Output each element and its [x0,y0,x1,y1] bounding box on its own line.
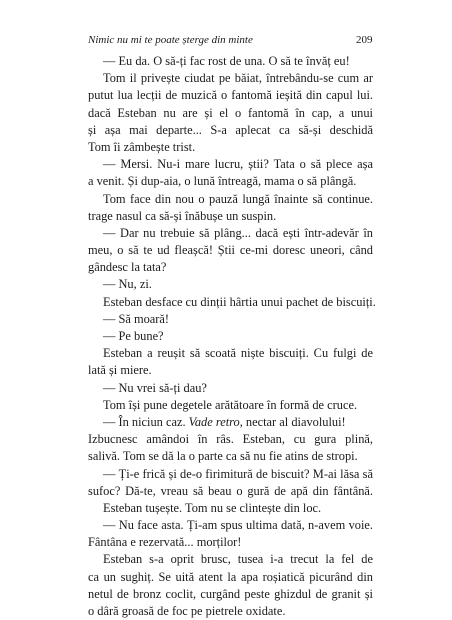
text-line: netul de bronz coclit, curgând peste ghizdul de granit și [88,586,373,601]
text-line: lată și miere. [88,363,152,378]
text-segment: — În niciun caz. [103,414,189,429]
text-line: Esteban desface cu dinții hârtia unui pachet de biscuiți. [103,294,376,309]
text-line [88,414,373,431]
text-line: — Nu vrei să-ți dau? [103,380,207,395]
text-line: meu, o să te ud fleașcă! Știi ce-mi doresc uneori, când [88,243,373,258]
text-line: Esteban tușește. Tom nu se clintește din loc. [103,500,322,515]
body-text [88,53,376,620]
text-line: — Mersi. Nu-i mare lucru, știi? Tata o să plece așa [103,157,373,172]
text-line: dacă Esteban nu are și el o fantomă în cap, a unui [88,105,373,120]
text-line: — Dar nu trebuie să plâng... dacă ești într-adevăr în [103,225,373,240]
text-line: sufoc? Dă-te, vreau să beau o gură de apă din fântână. [88,483,373,498]
text-line: — Să moară! [103,311,170,326]
text-line: Tom face din nou o pauză lungă înainte să continue. [103,191,373,206]
text-line: ca un sughiț. Se uită atent la apa roșiatică picurând din [88,569,373,584]
text-line: Esteban s-a oprit brusc, tusea i-a trecut la fel de [103,552,373,567]
text-line: Tom il privește ciudat pe băiat, întrebându-se cum ar [103,71,373,86]
text-segment: , nectar al diavolului! [239,414,346,429]
text-line: — Pe bune? [103,329,164,343]
text-line: — Ți-e frică și de-o firimitură de biscuit? M-ai lăsa să [103,466,373,481]
text-line: — Nu, zi. [103,277,152,292]
text-line: Tom își pune degetele arătătoare în formă de cruce. [103,397,358,412]
text-line: Tom îi zâmbește trist. [88,139,196,154]
text-line: Izbucnesc amândoi în râs. Esteban, cu gura plină, [88,432,373,447]
running-head: Nimic nu mi te poate șterge din minte [88,34,253,46]
text-line: salivă. Tom se dă la o parte ca să nu fie atins de stropi. [88,449,358,464]
text-line: Fântâna e rezervată... morților! [88,535,242,550]
text-line: gândesc la tata? [88,260,167,275]
text-line: și așa mai departe... S-a aplecat ca să-și deschidă [88,122,373,137]
page-number: 209 [356,34,373,46]
text-line: — Nu face asta. Ți-am spus ultima dată, n-avem voie. [103,518,373,533]
text-line: a venit. Și dup-aia, o lună întreagă, mama o să plângă. [88,174,357,189]
text-line: Esteban a reușit să scoată niște biscuiți. Cu fulgi de [103,346,373,361]
text-line: putut lua lecții de muzică o fantomă ieșită din capul lui. [88,88,373,103]
italic-phrase: Vade retro [188,414,240,429]
text-line: o dâră groasă de foc pe pietrele oxidate. [88,604,286,618]
text-line: — Eu da. O să-ți fac rost de una. O să te învăț eu! [103,54,350,68]
text-line: trage nasul ca să-și înăbușe un suspin. [88,208,277,223]
